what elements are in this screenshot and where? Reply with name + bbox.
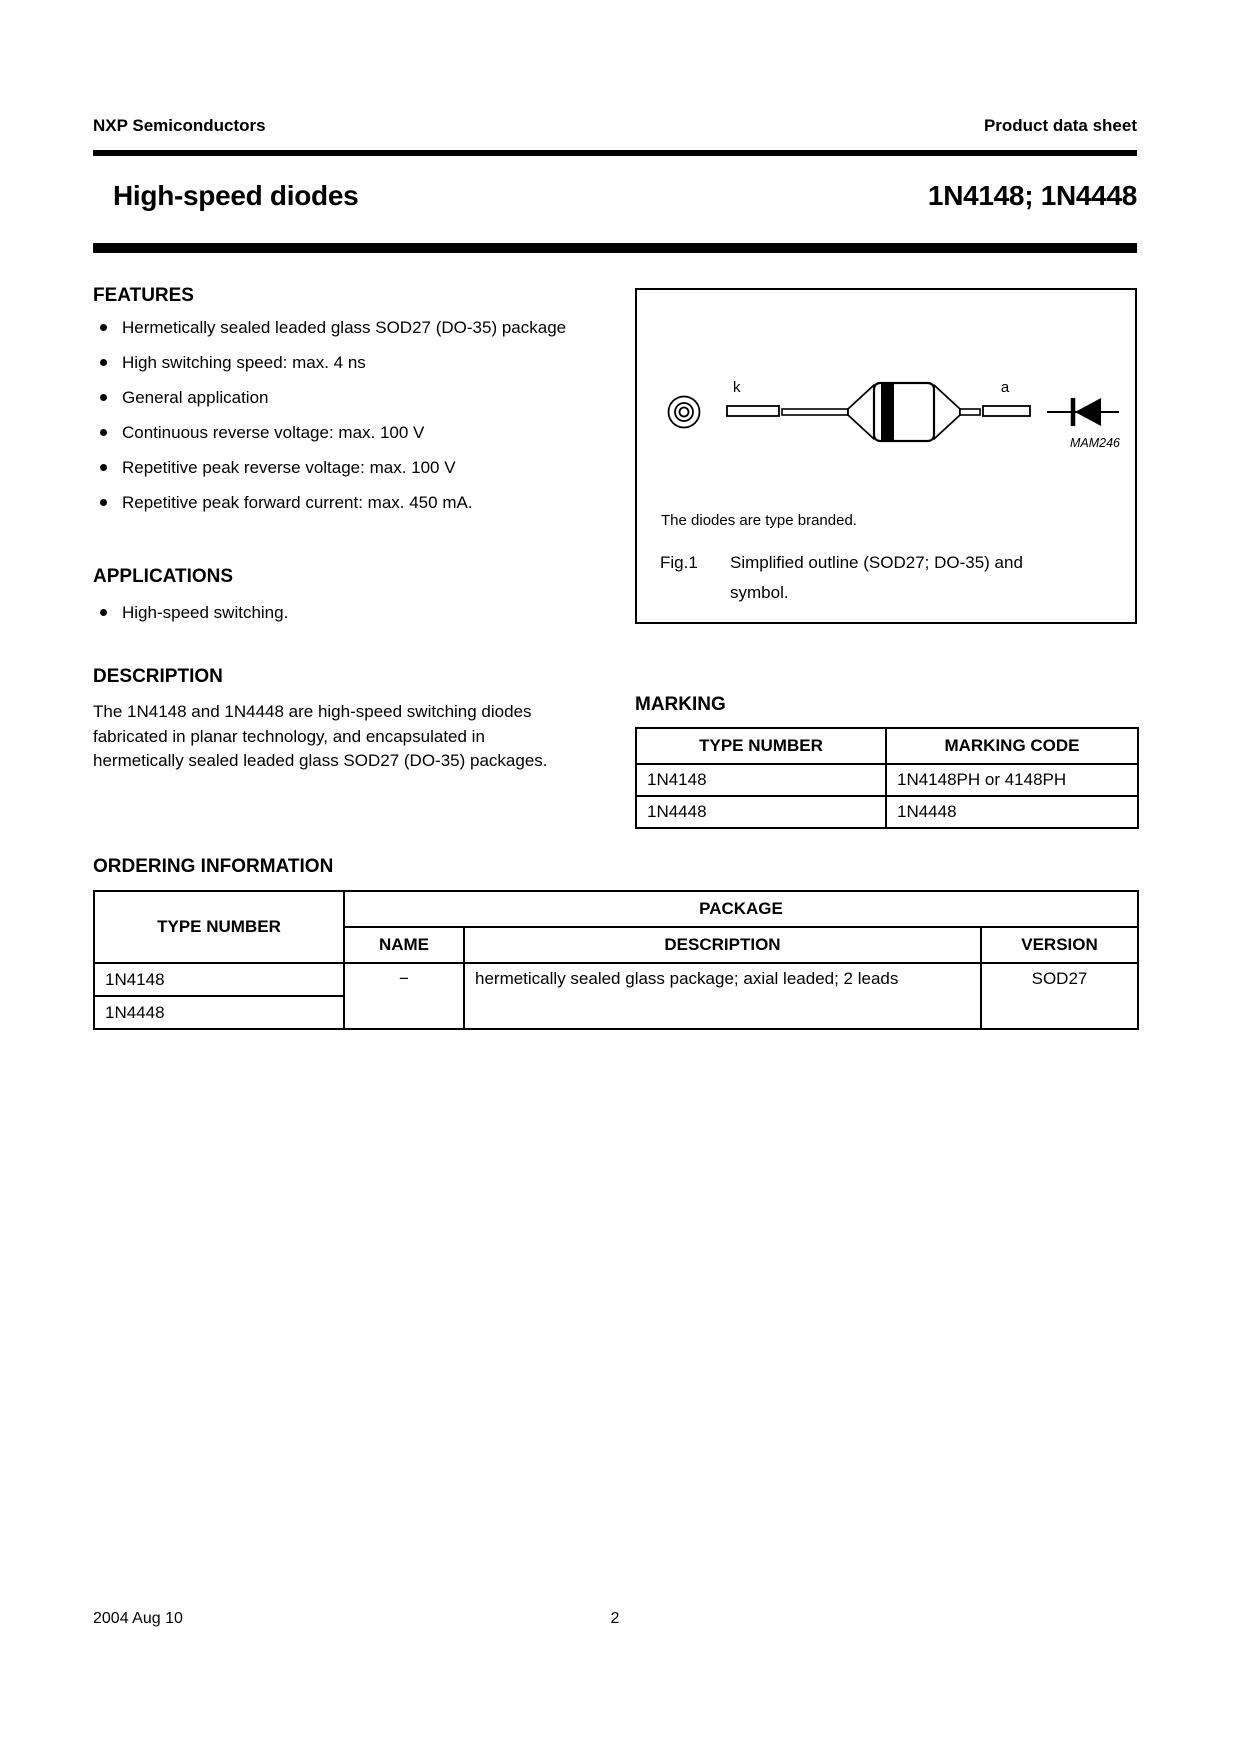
feature-item: Hermetically sealed leaded glass SOD27 (DO-35) package bbox=[93, 316, 575, 339]
application-item: High-speed switching. bbox=[93, 601, 575, 624]
type-number-cell: 1N4148 bbox=[636, 764, 886, 796]
ordering-header-row bbox=[94, 891, 1138, 927]
package-name-cell: − bbox=[344, 963, 464, 1029]
figure-note: The diodes are type branded. bbox=[661, 512, 857, 529]
marking-table bbox=[635, 727, 1139, 829]
title-bar bbox=[113, 180, 1137, 212]
applications-heading: APPLICATIONS bbox=[93, 566, 234, 587]
footer-date: 2004 Aug 10 bbox=[93, 1610, 183, 1627]
marking-header-row bbox=[636, 728, 1138, 764]
table-row bbox=[636, 796, 1138, 828]
column-header-marking-code: MARKING CODE bbox=[886, 728, 1138, 764]
applications-list bbox=[93, 601, 575, 636]
figure-caption-text: Simplified outline (SOD27; DO-35) and symbol. bbox=[730, 553, 1023, 602]
diode-symbol-icon bbox=[1047, 398, 1119, 426]
column-header-name: NAME bbox=[344, 927, 464, 963]
package-description-cell: hermetically sealed glass package; axial leaded; 2 leads bbox=[464, 963, 981, 1029]
ordering-heading: ORDERING INFORMATION bbox=[93, 856, 334, 877]
footer-page-number: 2 bbox=[610, 1610, 620, 1627]
vendor-name: NXP Semiconductors bbox=[93, 116, 266, 135]
marking-code-cell: 1N4148PH or 4148PH bbox=[886, 764, 1138, 796]
feature-item: Repetitive peak forward current: max. 450 mA. bbox=[93, 491, 575, 514]
type-number-cell: 1N4148 bbox=[94, 963, 344, 996]
column-header-type-number: TYPE NUMBER bbox=[636, 728, 886, 764]
feature-item: Repetitive peak reverse voltage: max. 100 V bbox=[93, 456, 575, 479]
title-rule bbox=[93, 243, 1137, 253]
marking-heading: MARKING bbox=[635, 694, 726, 715]
drawing-code-label: MAM246 bbox=[1069, 436, 1120, 450]
column-header-version: VERSION bbox=[981, 927, 1138, 963]
header-rule bbox=[93, 150, 1137, 156]
cathode-label: k bbox=[733, 379, 741, 396]
marking-code-cell: 1N4448 bbox=[886, 796, 1138, 828]
ordering-table bbox=[93, 890, 1139, 1030]
page-title: High-speed diodes bbox=[113, 180, 359, 211]
figure-caption bbox=[660, 548, 1075, 608]
features-list bbox=[93, 316, 575, 526]
table-row bbox=[636, 764, 1138, 796]
feature-item: General application bbox=[93, 386, 575, 409]
package-version-cell: SOD27 bbox=[981, 963, 1138, 1029]
feature-item: Continuous reverse voltage: max. 100 V bbox=[93, 421, 575, 444]
description-paragraph: The 1N4148 and 1N4448 are high-speed switching diodes fabricated in planar technology, and encapsulated in hermetically sealed leaded glass SOD27 (DO-35) packages. bbox=[93, 702, 548, 770]
diode-end-view-icon bbox=[669, 397, 700, 428]
features-heading: FEATURES bbox=[93, 285, 194, 306]
diode-outline-drawing bbox=[637, 290, 1135, 490]
table-row bbox=[94, 963, 1138, 996]
type-number-cell: 1N4448 bbox=[94, 996, 344, 1029]
doc-type-label: Product data sheet bbox=[983, 116, 1137, 135]
part-numbers: 1N4148; 1N4448 bbox=[927, 180, 1137, 211]
anode-label: a bbox=[1000, 379, 1010, 396]
figure-label: Fig.1 bbox=[660, 553, 698, 572]
column-header-package: PACKAGE bbox=[344, 891, 1138, 927]
type-number-cell: 1N4448 bbox=[636, 796, 886, 828]
figure-1-box bbox=[635, 288, 1137, 624]
column-header-type-number: TYPE NUMBER bbox=[94, 891, 344, 963]
feature-item: High switching speed: max. 4 ns bbox=[93, 351, 575, 374]
column-header-description: DESCRIPTION bbox=[464, 927, 981, 963]
diode-body-drawing bbox=[727, 383, 1030, 441]
page-header bbox=[93, 116, 1137, 136]
description-heading: DESCRIPTION bbox=[93, 666, 223, 687]
